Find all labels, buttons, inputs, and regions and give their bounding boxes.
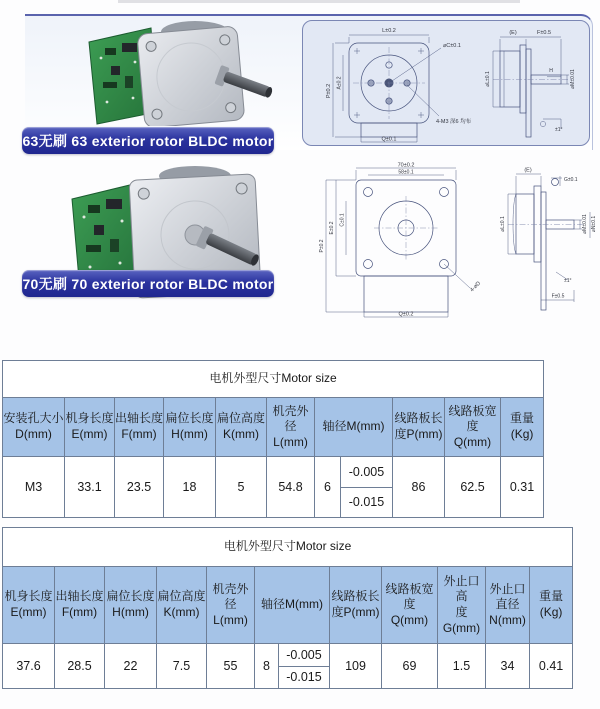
- svg-text:G±0.1: G±0.1: [564, 177, 578, 183]
- model-banner-63-label: 63无刷 63 exterior rotor BLDC motor: [22, 132, 274, 149]
- svg-text:4-⌀D: 4-⌀D: [469, 280, 483, 294]
- data-cell: 55: [207, 644, 255, 689]
- data-cell: 109: [330, 644, 382, 689]
- header-cell: 扁位长度 H(mm): [164, 398, 216, 457]
- data-cell: 7.5: [157, 644, 207, 689]
- model-banner-70: [22, 270, 274, 297]
- header-cell: 出轴长度 F(mm): [55, 567, 105, 644]
- header-cell: 机身长度 E(mm): [65, 398, 115, 457]
- table-data-row: [3, 644, 573, 689]
- header-cell: 重量 (Kg): [501, 398, 544, 457]
- svg-text:Q±0.2: Q±0.2: [398, 311, 414, 318]
- svg-text:58±0.1: 58±0.1: [398, 169, 414, 176]
- svg-text:⌀L±0.1: ⌀L±0.1: [500, 216, 506, 232]
- data-cell-shaft: [315, 457, 393, 518]
- header-cell: 重量 (Kg): [530, 567, 573, 644]
- shaft-diameter-value: 6: [315, 457, 341, 517]
- header-cell: 线路板长 度P(mm): [393, 398, 445, 457]
- table-header-row: [3, 567, 573, 644]
- data-cell-shaft: [255, 644, 330, 689]
- svg-text:±1°: ±1°: [555, 127, 563, 133]
- side-view-70: [500, 168, 597, 311]
- data-cell: 28.5: [55, 644, 105, 689]
- table-title: 电机外型尺寸Motor size: [3, 361, 544, 398]
- svg-text:(E): (E): [509, 30, 517, 36]
- header-cell: 出轴长度 F(mm): [115, 398, 164, 457]
- svg-text:F±0.5: F±0.5: [536, 30, 552, 36]
- svg-text:(E): (E): [524, 167, 532, 174]
- data-cell: 5: [216, 457, 267, 518]
- header-cell: 线路板宽度 Q(mm): [445, 398, 501, 457]
- data-cell: 22: [105, 644, 157, 689]
- motor-size-table-70: [2, 527, 573, 689]
- header-cell-shaft: 轴径M(mm): [315, 398, 393, 457]
- header-cell: 外止口 直径 N(mm): [486, 567, 530, 644]
- svg-text:⌀M±0.01: ⌀M±0.01: [582, 214, 588, 234]
- header-cell: 机壳外径 L(mm): [267, 398, 315, 457]
- motor-size-table-63: [2, 360, 544, 518]
- svg-text:⌀N±0.1: ⌀N±0.1: [591, 215, 597, 233]
- svg-text:⌀L±0.1: ⌀L±0.1: [485, 71, 491, 87]
- svg-text:F±0.5: F±0.5: [551, 293, 565, 300]
- header-cell: 扁位高度 K(mm): [216, 398, 267, 457]
- data-cell: 34: [486, 644, 530, 689]
- svg-text:4-M3 深6 均布: 4-M3 深6 均布: [436, 119, 472, 125]
- model-banner-63: [22, 127, 274, 154]
- table-data-row: [3, 457, 544, 518]
- data-cell: 0.31: [501, 457, 544, 518]
- table-header-row: [3, 398, 544, 457]
- data-cell: 23.5: [115, 457, 164, 518]
- svg-text:L±0.2: L±0.2: [382, 28, 396, 34]
- front-view-63: [326, 28, 472, 143]
- header-cell: 线路板宽度 Q(mm): [382, 567, 438, 644]
- header-cell: 机身长度 E(mm): [3, 567, 55, 644]
- svg-text:70±0.2: 70±0.2: [397, 162, 415, 169]
- data-cell: 69: [382, 644, 438, 689]
- data-cell: 86: [393, 457, 445, 518]
- header-cell-shaft: 轴径M(mm): [255, 567, 330, 644]
- dimension-drawing-63-panel: [302, 20, 590, 146]
- svg-text:Q±0.1: Q±0.1: [381, 136, 397, 143]
- header-cell: 外止口高 度G(mm): [438, 567, 486, 644]
- motor-photo-63: [75, 18, 290, 126]
- side-view-63: [485, 30, 576, 137]
- model-banner-70-label: 70无刷 70 exterior rotor BLDC motor: [22, 275, 274, 292]
- shaft-diameter-value: 8: [255, 644, 279, 688]
- svg-text:⌀C±0.1: ⌀C±0.1: [443, 43, 461, 49]
- data-cell: 1.5: [438, 644, 486, 689]
- svg-text:H: H: [549, 68, 553, 74]
- dimension-drawing-63: [303, 21, 589, 145]
- shaft-tolerance: -0.005 -0.015: [341, 457, 392, 517]
- svg-text:±1°: ±1°: [564, 278, 572, 284]
- svg-text:C±0.1: C±0.1: [339, 213, 346, 227]
- header-cell: 扁位长度 H(mm): [105, 567, 157, 644]
- table-title: 电机外型尺寸Motor size: [3, 528, 573, 567]
- data-cell: M3: [3, 457, 65, 518]
- svg-text:⌀M±0.01: ⌀M±0.01: [570, 69, 576, 89]
- data-cell: 37.6: [3, 644, 55, 689]
- header-cell: 安装孔大小 D(mm): [3, 398, 65, 457]
- scan-artifact: [118, 0, 520, 3]
- data-cell: 18: [164, 457, 216, 518]
- svg-text:E±0.2: E±0.2: [329, 221, 335, 235]
- svg-text:A±0.2: A±0.2: [336, 76, 343, 90]
- header-cell: 机壳外径 L(mm): [207, 567, 255, 644]
- data-cell: 62.5: [445, 457, 501, 518]
- svg-text:P±0.2: P±0.2: [319, 239, 325, 253]
- data-cell: 54.8: [267, 457, 315, 518]
- header-cell: 扁位高度 K(mm): [157, 567, 207, 644]
- front-view-70: [319, 163, 482, 318]
- dimension-drawing-70: [298, 160, 598, 320]
- data-cell: 0.41: [530, 644, 573, 689]
- data-cell: 33.1: [65, 457, 115, 518]
- header-cell: 线路板长 度P(mm): [330, 567, 382, 644]
- svg-text:P±0.2: P±0.2: [326, 83, 332, 99]
- shaft-tolerance: -0.005 -0.015: [279, 644, 329, 688]
